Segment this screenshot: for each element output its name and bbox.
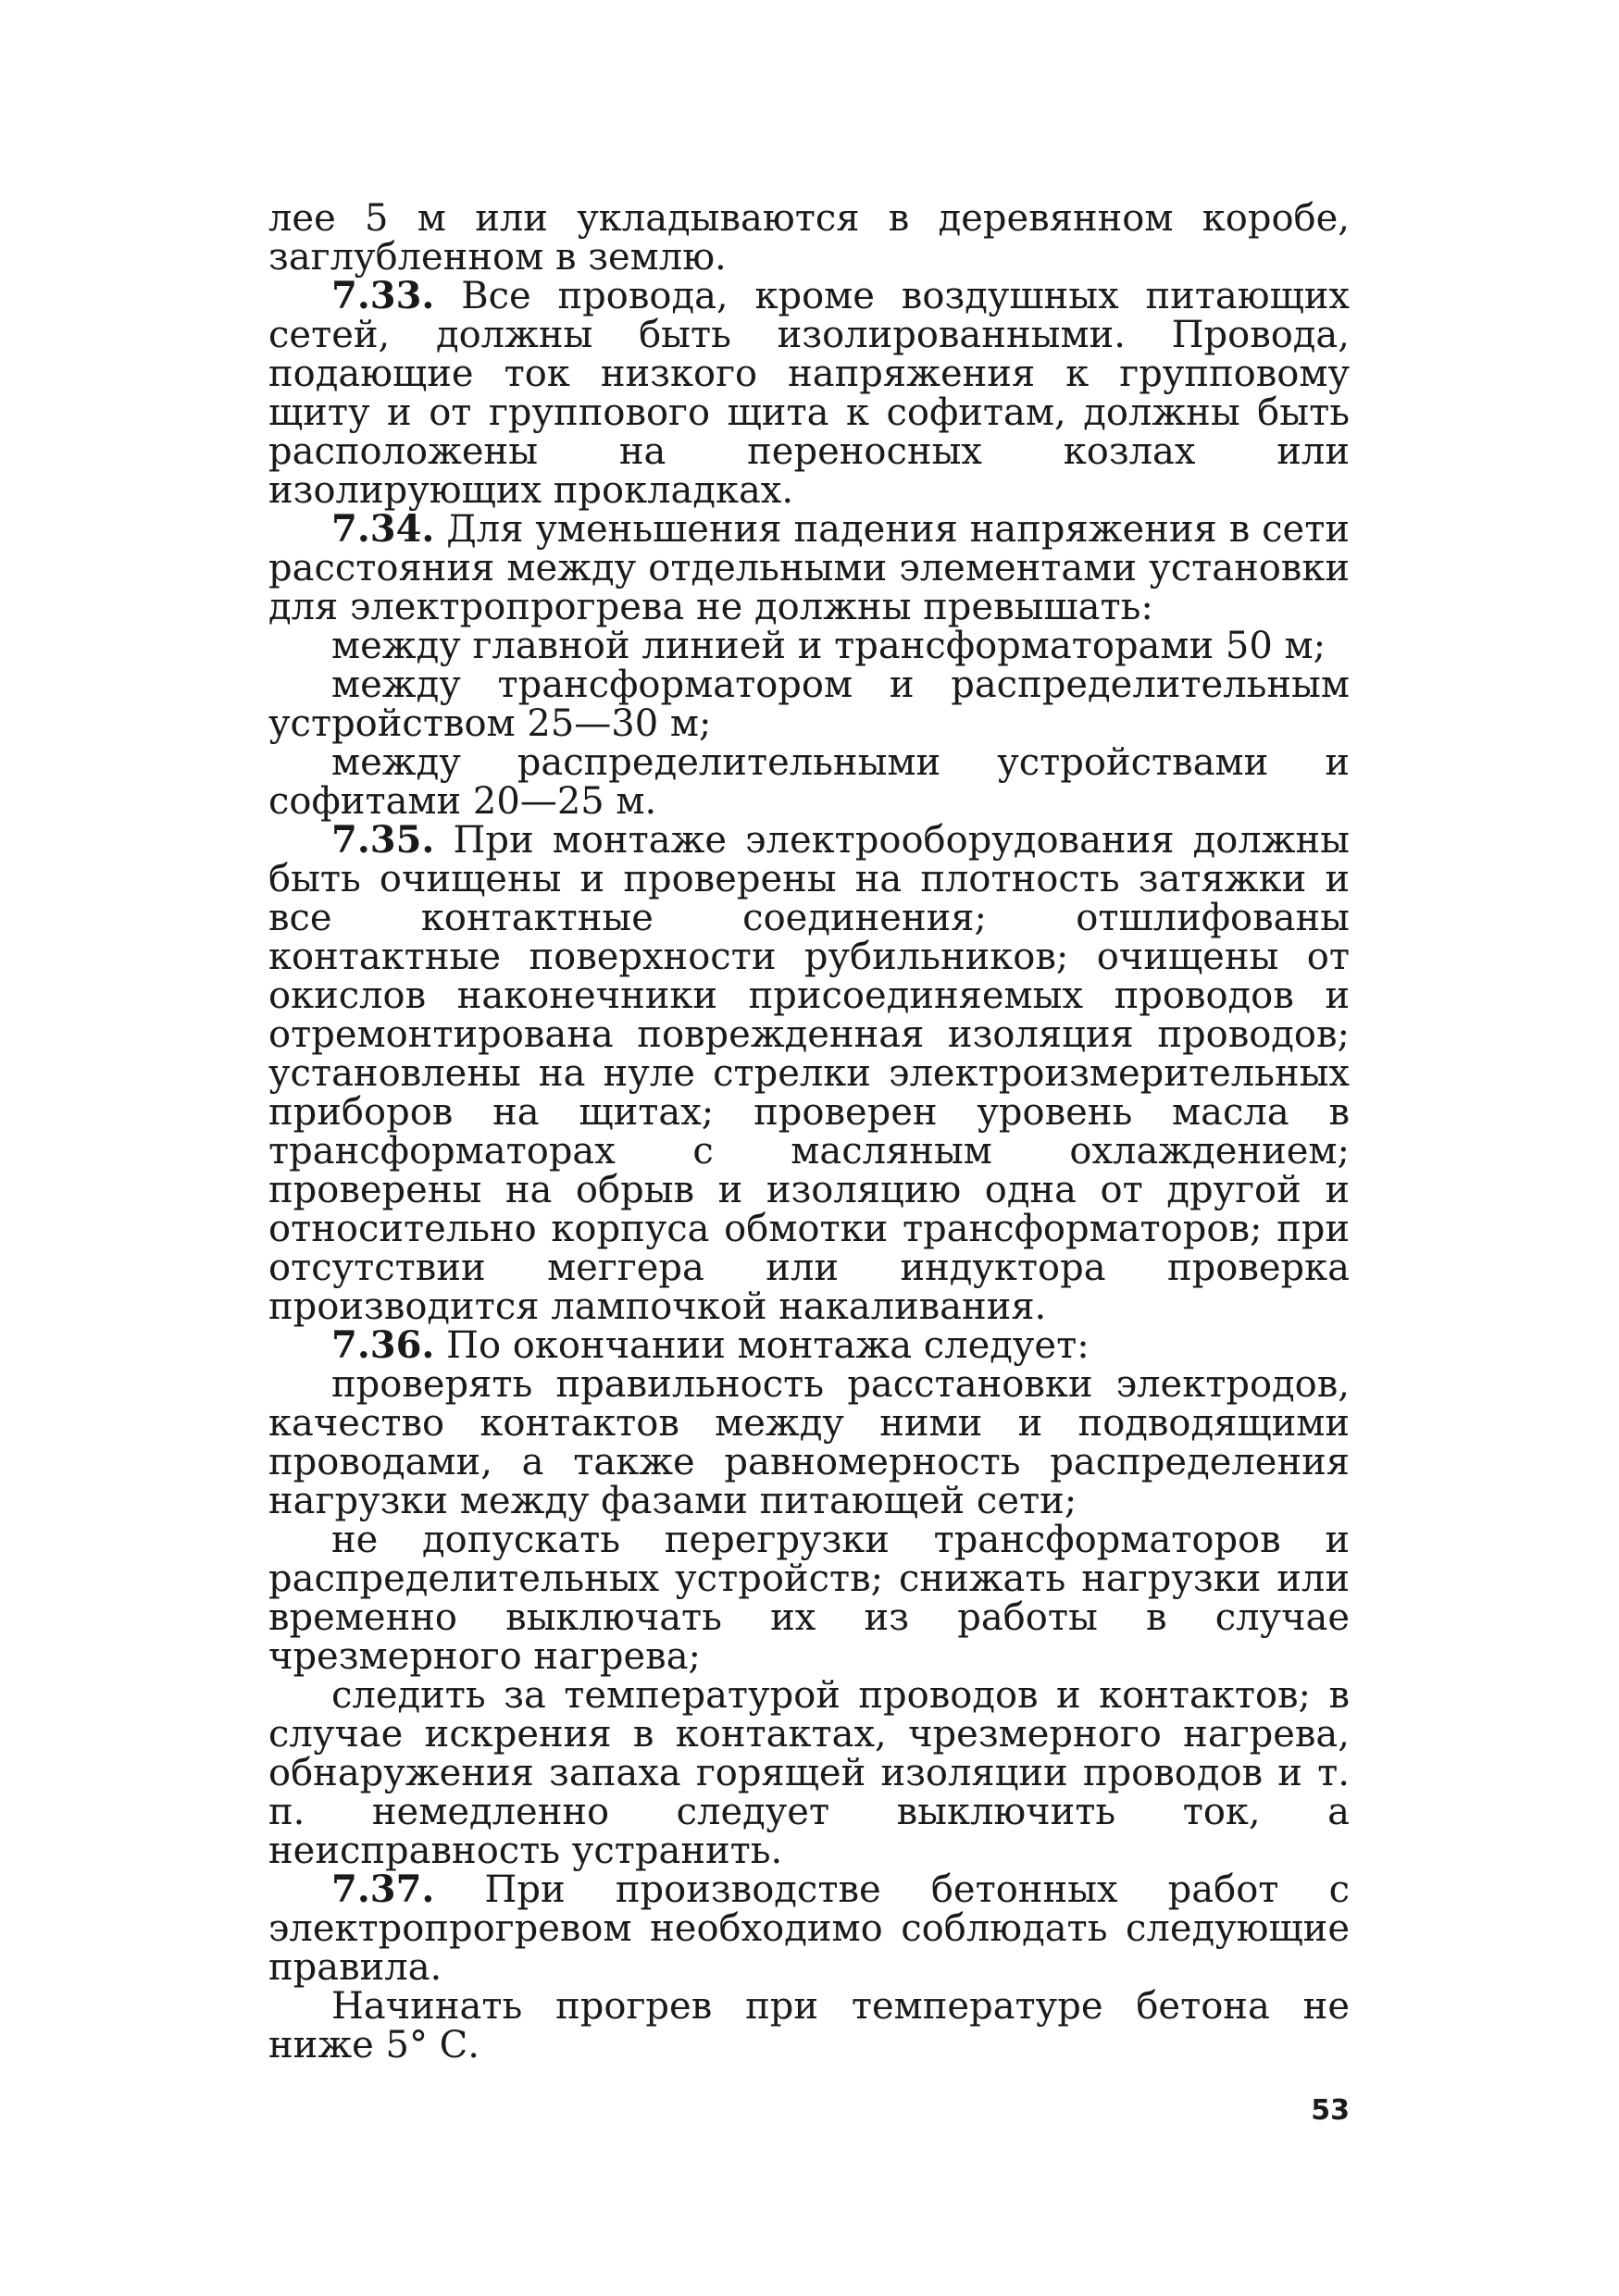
list-item [268, 665, 1350, 743]
page-number: 53 [1311, 2094, 1350, 2127]
list-item [268, 1987, 1350, 2065]
section-number: 7.34. [331, 507, 435, 551]
paragraph-text: не допускать перегрузки трансформаторов и распределительных устройств; снижать нагрузки или временно выключать их из работы в случае чрезмерного нагрева; [268, 1519, 1350, 1678]
paragraph-text: следить за температурой проводов и контактов; в случае искрения в контактах, чрезмерного нагрева, обнаружения запаха горящей изоляции проводов и т. п. немедленно следует выключить ток, а неисправность устранить. [268, 1674, 1350, 1872]
paragraph-text: Все провода, кроме воздушных питающих сетей, должны быть изолированными. Провода, подающие ток низкого напряжения к групповому щиту и от группового щита к софитам, должны быть расположены на переносных козлах или изолирующих прокладках. [268, 275, 1350, 512]
paragraph-text: При монтаже электрооборудования должны быть очищены и проверены на плотность затяжки и все контактные соединения; отшлифованы контактные поверхности рубильников; очищены от окислов наконечники присоединяемых проводов и отремонтирована поврежденная изоляция проводов; установлены на нуле стрелки электроизмерительных приборов на щитах; проверен уровень масла в трансформаторах с масляным охлаждением; проверены на обрыв и изоляцию одна от другой и относительно корпуса обмотки трансформаторов; при отсутствии меггера или индуктора проверка производится лампочкой накаливания. [268, 819, 1350, 1328]
section-number: 7.35. [331, 818, 435, 862]
paragraph-7-36 [268, 1323, 1350, 1367]
paragraph-text: При производстве бетонных работ с электропрогревом необходимо соблюдать следующие правила. [268, 1868, 1350, 1989]
paragraph-7-37 [268, 1870, 1350, 1987]
list-item [268, 627, 1350, 665]
section-number: 7.37. [331, 1868, 435, 1911]
paragraph-7-35 [268, 818, 1350, 1328]
paragraph-text: между распределительными устройствами и софитами 20—25 м. [268, 741, 1350, 823]
paragraph-text: Начинать прогрев при температуре бетона не ниже 5° С. [268, 1985, 1350, 2066]
list-item [268, 1676, 1350, 1870]
paragraph-text: между главной линией и трансформаторами 50 м; [331, 625, 1326, 667]
paragraph-7-33 [268, 274, 1350, 512]
page-body [268, 199, 1350, 2065]
section-number: 7.36. [331, 1323, 435, 1367]
list-item [268, 1365, 1350, 1520]
paragraph-text: между трансформатором и распределительным устройством 25—30 м; [268, 664, 1350, 745]
paragraph-7-34 [268, 507, 1350, 628]
list-item [268, 743, 1350, 821]
paragraph-text: По окончании монтажа следует: [434, 1324, 1090, 1367]
paragraph-text: Для уменьшения падения напряжения в сети расстояния между отдельными элементами установки для электропрогрева не должны превышать: [268, 508, 1350, 628]
section-number: 7.33. [331, 274, 435, 317]
paragraph-text: лее 5 м или укладываются в деревянном коробе, заглубленном в землю. [268, 197, 1350, 279]
paragraph-continuation [268, 199, 1350, 277]
paragraph-text: проверять правильность расстановки электродов, качество контактов между ними и подводящими проводами, а также равномерность распределения нагрузки между фазами питающей сети; [268, 1363, 1350, 1522]
list-item [268, 1520, 1350, 1676]
